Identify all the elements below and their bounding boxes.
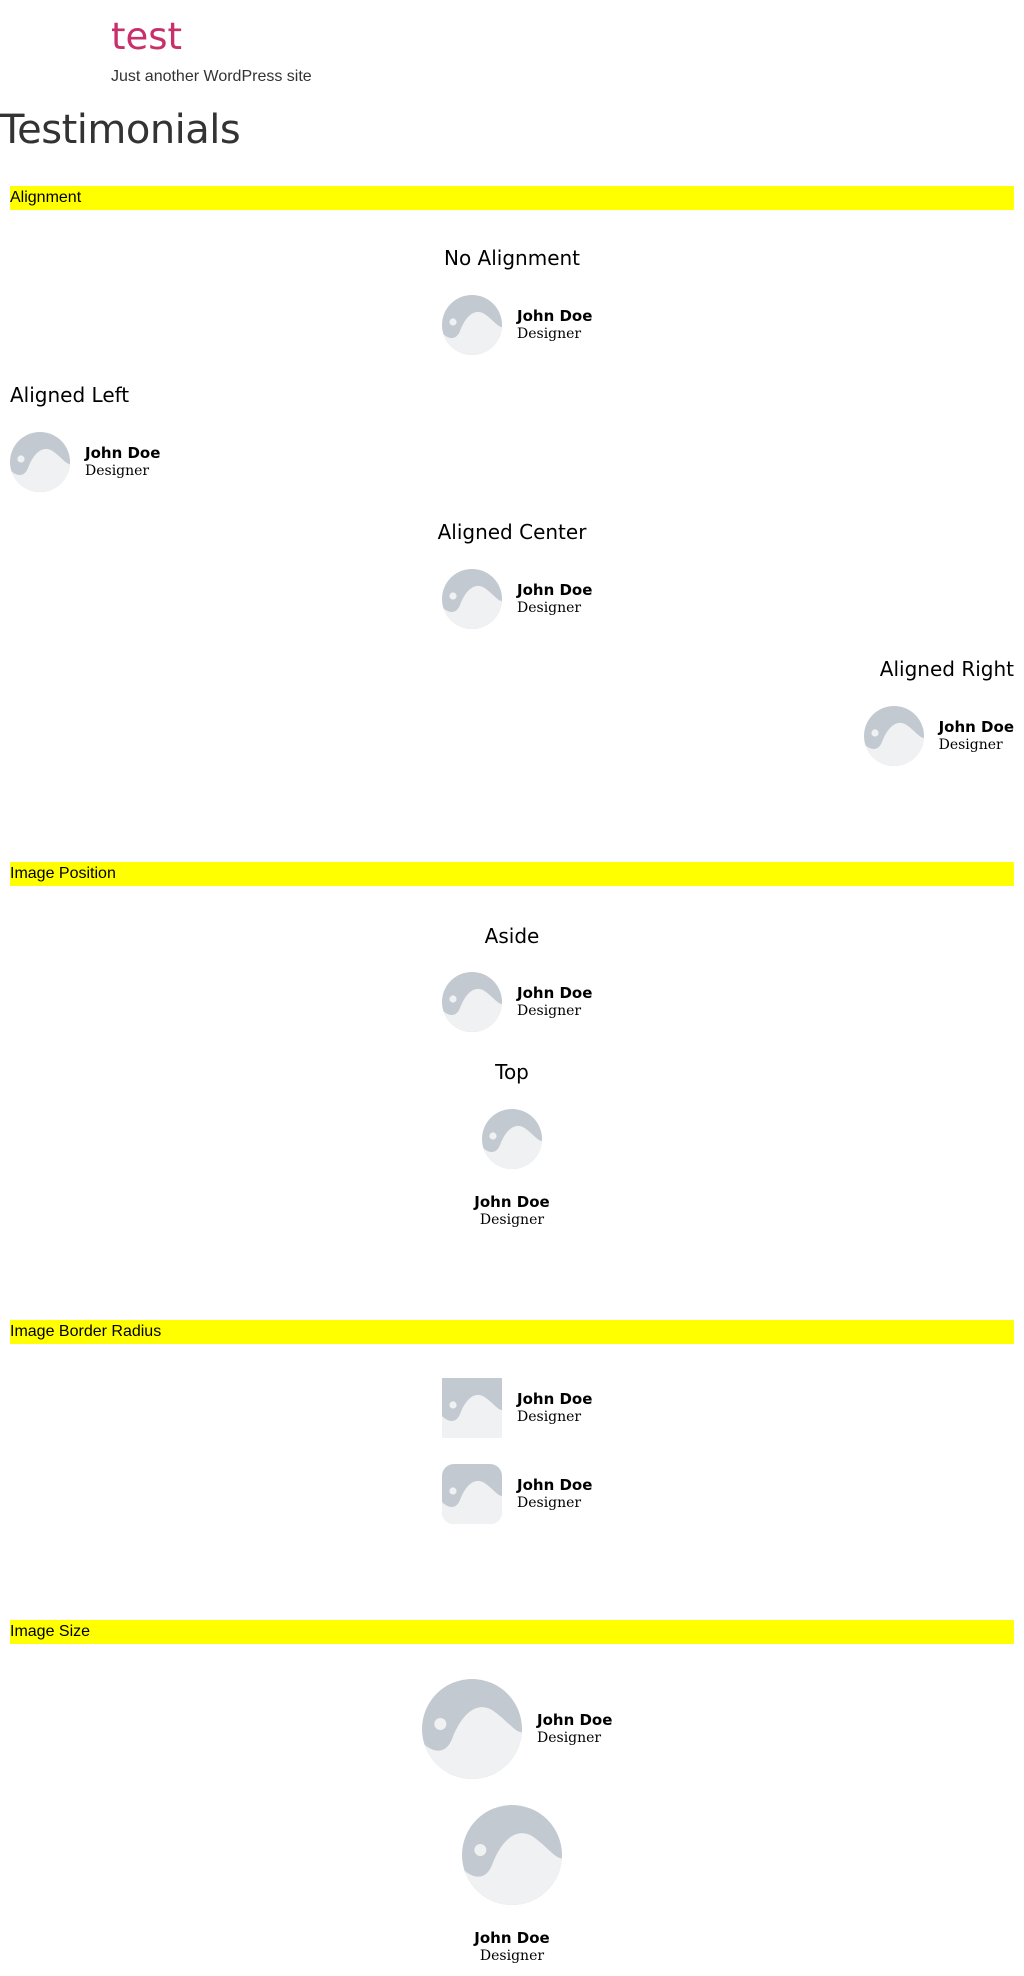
testimonial-name: John Doe <box>517 581 593 599</box>
testimonial-name: John Doe <box>517 984 593 1002</box>
heading-aligned-right: Aligned Right <box>879 657 1014 681</box>
testimonial-role: Designer <box>517 1495 582 1511</box>
testimonial-role: Designer <box>537 1730 602 1746</box>
testimonial-large-image <box>422 1679 612 1779</box>
heading-top: Top <box>495 1060 529 1084</box>
heading-aligned-center: Aligned Center <box>437 520 587 544</box>
testimonial-name: John Doe <box>938 718 1014 736</box>
image-placeholder-icon <box>422 1679 522 1779</box>
testimonial-image-aside <box>442 972 592 1032</box>
image-placeholder-icon <box>442 569 502 629</box>
testimonial-role: Designer <box>517 600 582 616</box>
testimonial-role: Designer <box>938 737 1003 753</box>
testimonial-role: Designer <box>517 1003 582 1019</box>
image-placeholder-icon <box>482 1109 542 1169</box>
testimonial-aligned-right <box>864 706 1014 766</box>
section-label-image-position: Image Position <box>10 862 1014 886</box>
testimonial-role: Designer <box>85 463 150 479</box>
image-placeholder-icon <box>442 972 502 1032</box>
testimonial-square-image <box>442 1378 592 1438</box>
testimonial-large-image-top <box>0 1805 1024 1965</box>
image-placeholder-icon <box>864 706 924 766</box>
site-description: Just another WordPress site <box>111 67 312 85</box>
testimonial-no-alignment <box>442 295 592 355</box>
testimonial-aligned-left <box>10 432 160 492</box>
testimonial-name: John Doe <box>85 444 161 462</box>
heading-no-alignment: No Alignment <box>443 246 581 270</box>
image-placeholder-icon <box>10 432 70 492</box>
section-label-image-border-radius: Image Border Radius <box>10 1320 1014 1344</box>
page-title: Testimonials <box>0 106 241 153</box>
image-placeholder-icon <box>442 295 502 355</box>
testimonial-name: John Doe <box>474 1929 550 1947</box>
testimonial-image-top <box>0 1109 1024 1229</box>
section-label-alignment: Alignment <box>10 186 1014 210</box>
heading-aside: Aside <box>484 924 540 948</box>
image-placeholder-icon <box>442 1464 502 1524</box>
image-placeholder-icon <box>462 1805 562 1905</box>
testimonial-role: Designer <box>517 1409 582 1425</box>
testimonial-role: Designer <box>479 1948 545 1964</box>
image-placeholder-icon <box>442 1378 502 1438</box>
testimonial-name: John Doe <box>474 1193 550 1211</box>
testimonial-name: John Doe <box>537 1711 613 1729</box>
testimonial-aligned-center <box>442 569 592 629</box>
heading-aligned-left: Aligned Left <box>10 383 130 407</box>
testimonial-name: John Doe <box>517 1390 593 1408</box>
testimonial-name: John Doe <box>517 307 593 325</box>
site-header <box>0 0 1024 86</box>
testimonial-name: John Doe <box>517 1476 593 1494</box>
testimonial-rounded-image <box>442 1464 592 1524</box>
testimonial-role: Designer <box>517 326 582 342</box>
site-title-link[interactable]: test <box>111 15 183 58</box>
testimonial-role: Designer <box>479 1212 545 1228</box>
section-label-image-size: Image Size <box>10 1620 1014 1644</box>
